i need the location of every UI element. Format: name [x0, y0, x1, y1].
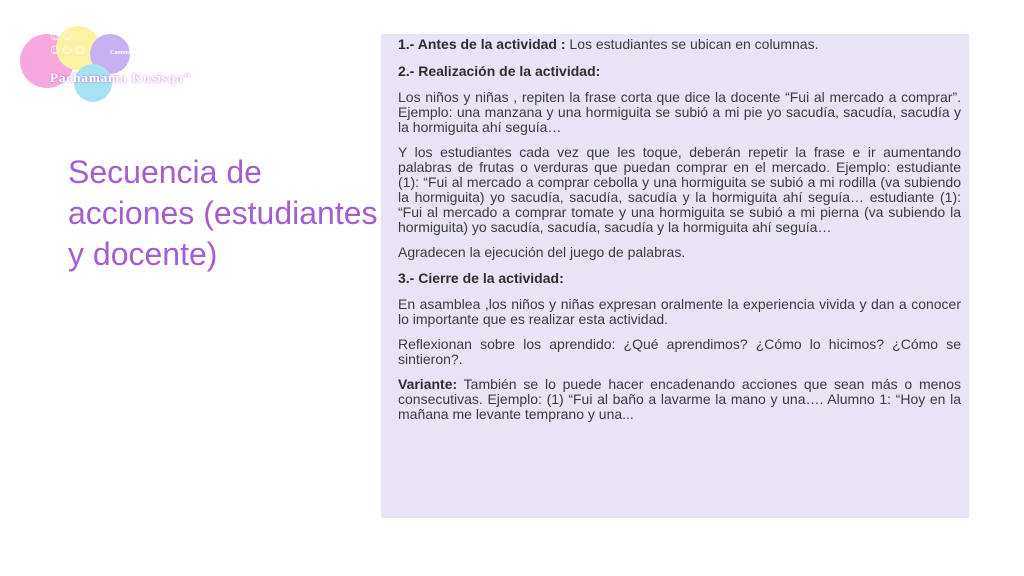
closing-heading: 3.- Cierre de la actividad: [398, 270, 564, 286]
activity-paragraph-3: Agradecen la ejecución del juego de palabras. [398, 244, 686, 260]
slide-title: Secuencia de acciones (estudiantes y docente) [68, 154, 378, 272]
variant-text: También se lo puede hacer encadenando acciones que sean más o menos consecutivas. Ejemplo: (1) “Fui al baño a lavarme la mano y una…. Alumno 1: “Hoy en la mañana me levante temprano y una... [398, 376, 961, 422]
variant-label: Variante: [398, 376, 458, 392]
closing-paragraph-1: En asamblea ,los niños y niñas expresan oralmente la experiencia vivida y dan a conocer lo importante que es realizar esta actividad. [398, 296, 961, 327]
before-activity-text: Los estudiantes se ubican en columnas. [565, 36, 819, 52]
closing-paragraph-2: Reflexionan sobre los aprendido: ¿Qué aprendimos? ¿Cómo lo hicimos? ¿Cómo se sintieron?. [398, 336, 961, 367]
before-activity-paragraph [398, 36, 961, 53]
variant-paragraph [398, 377, 961, 422]
activity-paragraph-1: Los niños y niñas , repiten la frase corta que dice la docente “Fui al mercado a comprar”. Ejemplo: una manzana y una hormiguita se subió a mi pie yo sacudía, sacudía, sacudía y la hormiguita ahí seguía… [398, 89, 961, 135]
children-figures-icon: ☺☺ ☺☺☺ [48, 27, 85, 57]
school-logo [16, 26, 192, 102]
content-panel [381, 34, 969, 518]
before-activity-heading: 1.- Antes de la actividad : [398, 36, 566, 52]
logo-name: Pachamama Kusisqa” [50, 70, 192, 85]
activity-paragraph-2: Y los estudiantes cada vez que les toque, deberán repetir la frase e ir aumentando palabras de frutas o verduras que puedan comprar en el mercado. Ejemplo: estudiante (1): “Fui al mercado a comprar cebolla y una hormiguita se subió a mi rodilla (va subiendo la hormiguita) yo sacudía, sacudía, sacudía y la hormiguita ahí seguía… estudiante (1): “Fui al mercado a comprar tomate y una hormiguita se subió a mi pierna (va subiendo la hormiguita) yo sacudía, sacudía, sacudía y la hormiguita ahí seguía… [398, 144, 961, 235]
activity-heading: 2.- Realización de la actividad: [398, 63, 601, 79]
logo-top-text: Comunidad Bilingüe [110, 50, 164, 56]
